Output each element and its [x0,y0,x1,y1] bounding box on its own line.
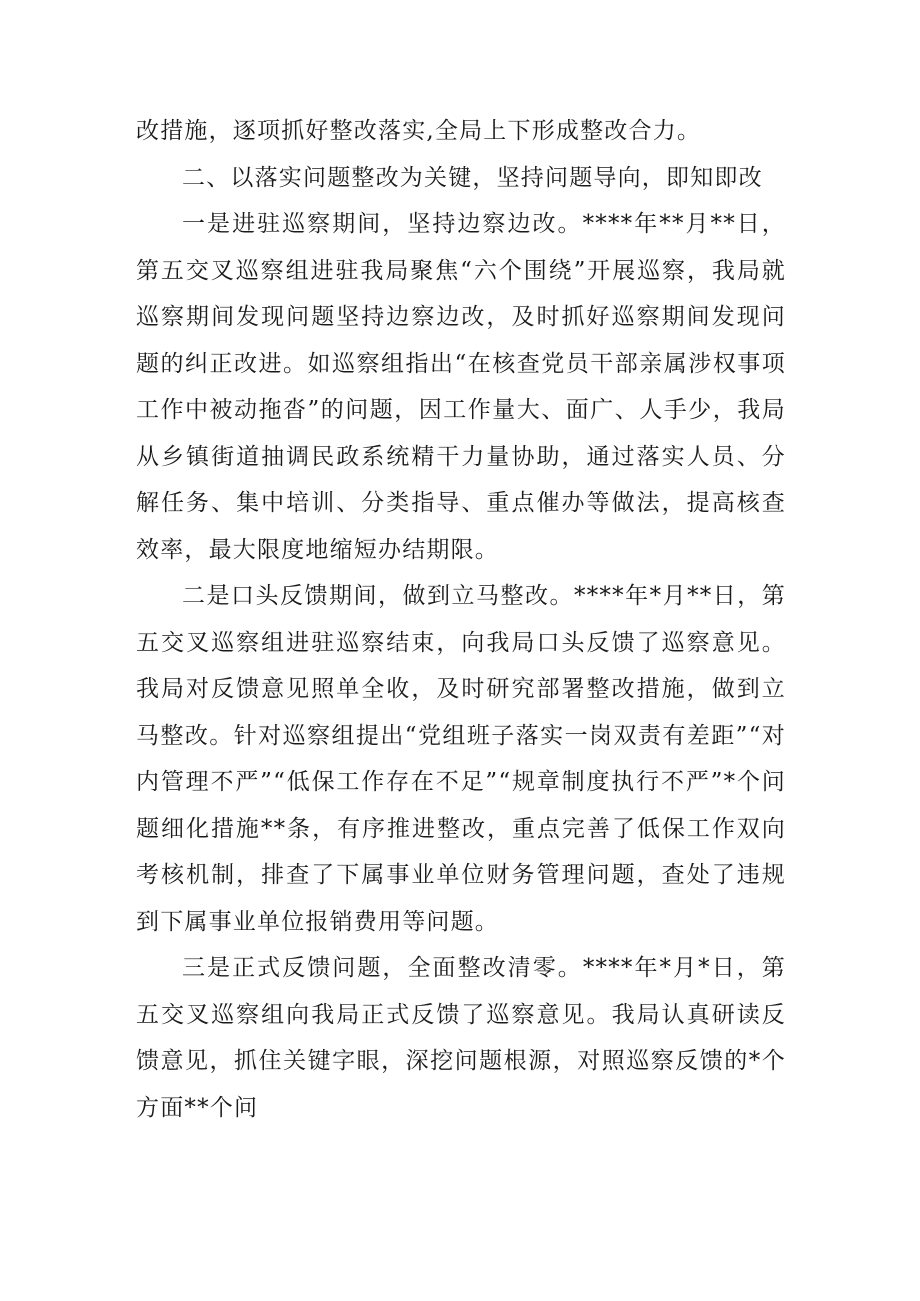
document-body [136,108,786,1131]
paragraph-1 [136,201,786,573]
text-line: 抓住关键字眼，深挖问题根源，对照巡察反馈的*个方面**个问 [136,1048,786,1121]
text-line: 排查了下属事业单位财务管理问题，查处了违规到下属事业单位 [136,862,787,935]
text-line: 结期限。 [402,536,500,563]
text-line: 叉巡察组向我局正式反馈了巡察意见。我局认真研读反馈意见， [136,1001,786,1074]
paragraph-2 [136,573,786,945]
text-line: 进。如巡察组指出“在核查党员干部亲属涉权事项工作中被动拖 [136,350,786,423]
text-line: 沓”的问题，因工作量大、面广、人手少，我局从乡镇街道抽调 [136,397,786,470]
text-line: 报销费用等问题。 [305,908,500,935]
text-line: 巡察组提出“党组班子落实一岗双责有差距”“对内管理不 [136,722,786,795]
paragraph-continuation [136,108,786,155]
text-line: 改措施，逐项抓好整改落实,全局上下形成整改合力。 [136,118,702,144]
text-line: 三是正式反馈问题，全面整改清零。****年*月*日，第五交 [136,955,786,1028]
text-line: 分类指导、重点催办等做法，提高核查效率，最大限度地缩短办 [136,490,786,563]
text-line: 二是口头反馈期间，做到立马整改。****年*月**日，第五交 [136,583,786,656]
text-line: 严”“低保工作存在不足”“规章制度执行不严”*个问题细化 [136,769,786,842]
text-line: 一是进驻巡察期间，坚持边察边改。****年**月**日，第五 [136,211,786,284]
text-line: 民政系统精干力量协助，通过落实人员、分解任务、集中培训、 [136,443,786,516]
text-line: 二、以落实问题整改为关键，坚持问题导向，即知即改 [182,164,763,191]
section-heading [136,155,786,202]
paragraph-3 [136,945,786,1131]
text-line: 措施**条，有序推进整改，重点完善了低保工作双向考核机制， [136,815,786,888]
text-line: 交叉巡察组进驻我局聚焦“六个围绕”开展巡察，我局就巡察期 [136,257,786,330]
text-line: 馈意见照单全收，及时研究部署整改措施，做到立马整改。针对 [136,676,786,749]
text-line: 间发现问题坚持边察边改，及时抓好巡察期间发现问题的纠正改 [136,304,786,377]
text-line: 叉巡察组进驻巡察结束，向我局口头反馈了巡察意见。我局对反 [136,629,786,702]
